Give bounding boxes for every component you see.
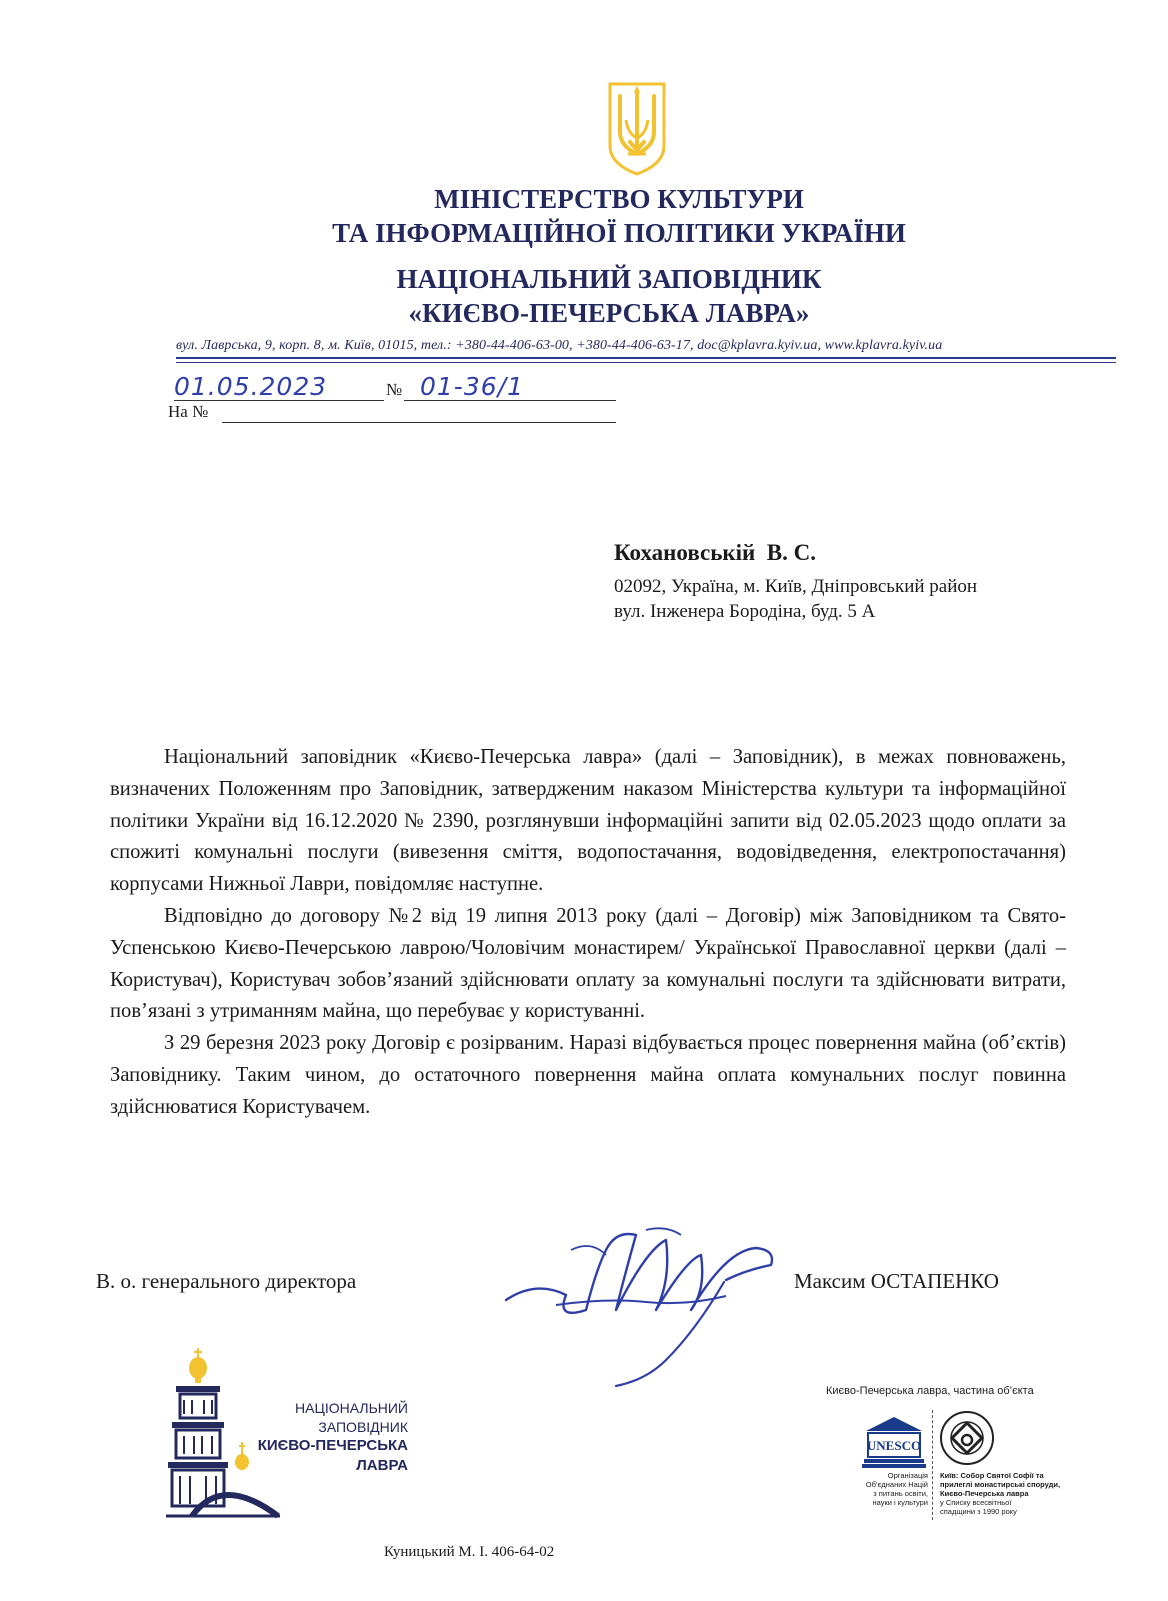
unesco-org-line: з питань освіти,: [873, 1489, 928, 1498]
reserve-name-line-2: «КИЄВО-ПЕЧЕРСЬКА ЛАВРА»: [408, 298, 810, 328]
unesco-temple-icon: [862, 1413, 926, 1469]
reference-number-label: На №: [168, 402, 209, 421]
ukraine-coat-of-arms-icon: [606, 80, 668, 178]
addressee-address-line-2: вул. Інженера Бородіна, буд. 5 А: [614, 601, 876, 622]
letterhead-rule-thick: [176, 357, 1116, 359]
letterhead-contacts: вул. Лаврська, 9, корп. 8, м. Київ, 01015, тел.: +380-44-406-63-00, +380-44-406-63-17, doc@kplavra.kyiv.ua, www.kplavra.kyiv.ua: [176, 338, 943, 353]
letterhead-rule-thin: [176, 362, 1116, 363]
reserve-name-line-1: НАЦІОНАЛЬНИЙ ЗАПОВІДНИК: [396, 264, 822, 294]
outgoing-number-underline: [404, 400, 616, 401]
lavra-logo-text-line-3: КИЄВО-ПЕЧЕРСЬКА: [257, 1437, 408, 1454]
lavra-logo-text-line-4: ЛАВРА: [356, 1457, 408, 1474]
body-paragraph: Національний заповідник «Києво-Печерська лавра» (далі – Заповідник), в межах повноважень, визначених Положенням про Заповідник, затвердженим наказом Міністерства культури та інформаційної політики України від 16.12.2020 № 2390, розглянувши інформаційні запити від 02.05.2023 щодо оплати за спожиті комунальні послуги (вивезення сміття, водопостачання, водовідведення, електропостачання) корпусами Нижньої Лаври, повідомляє наступне.: [110, 746, 1066, 896]
unesco-divider: [932, 1410, 933, 1520]
outgoing-number: 01-36/1: [420, 372, 524, 401]
body-paragraph: З 29 березня 2023 року Договір є розірваним. Наразі відбувається процес повернення майна (об’єктів) Заповіднику. Таким чином, до остаточного повернення майна оплата комунальних послуг повинна здійснюватися Користувачем.: [110, 1032, 1066, 1118]
unesco-org-line: Організація: [887, 1471, 928, 1480]
executor-contact: Куницький М. І. 406-64-02: [384, 1544, 555, 1560]
world-heritage-site-text: [940, 1471, 1080, 1516]
letter-body: [110, 742, 1066, 1124]
whs-line: Києво-Печерська лавра: [940, 1489, 1029, 1498]
body-paragraph: Відповідно до договору №2 від 19 липня 2013 року (далі – Договір) між Заповідником та Свято-Успенською Києво-Печерською лаврою/Чоловічим монастирем/ Української Православної церкви (далі – Користувач), Користувач зобов’язаний здійснювати оплату за комунальні послуги та здійснювати витрати, пов’язані з утриманням майна, що перебуває у користуванні.: [110, 904, 1066, 1023]
unesco-caption: Києво-Печерська лавра, частина об’єкта: [826, 1385, 1034, 1397]
addressee-name: Кохановській В. С.: [614, 540, 817, 565]
reference-number-underline: [222, 422, 616, 423]
lavra-logo-text-line-1: НАЦІОНАЛЬНИЙ: [295, 1400, 408, 1416]
number-sign: №: [386, 380, 403, 399]
whs-line: прилеглі монастирські споруди,: [940, 1480, 1061, 1489]
unesco-org-line: науки і культури: [872, 1498, 928, 1507]
ministry-name-line-2: ТА ІНФОРМАЦІЙНОЇ ПОЛІТИКИ УКРАЇНИ: [332, 218, 906, 248]
signer-name: Максим ОСТАПЕНКО: [794, 1269, 999, 1293]
outgoing-date-underline: [174, 400, 384, 401]
whs-line: спадщини з 1990 року: [940, 1507, 1017, 1516]
outgoing-date: 01.05.2023: [174, 372, 328, 401]
whs-line: Київ: Собор Святої Софії та: [940, 1471, 1044, 1480]
handwritten-signature: [496, 1210, 786, 1390]
whs-line: у Списку всесвітньої: [940, 1498, 1012, 1507]
world-heritage-emblem-icon: [938, 1409, 996, 1467]
unesco-org-line: Об’єднаних Націй: [865, 1480, 928, 1489]
addressee-address-line-1: 02092, Україна, м. Київ, Дніпровський район: [614, 576, 978, 597]
lavra-logo-text-line-2: ЗАПОВІДНИК: [318, 1419, 408, 1435]
ministry-name-line-1: МІНІСТЕРСТВО КУЛЬТУРИ: [434, 184, 804, 214]
signer-position: В. о. генерального директора: [96, 1269, 357, 1293]
unesco-organization-text: [850, 1471, 928, 1507]
svg-text:UNESCO: UNESCO: [866, 1438, 922, 1453]
